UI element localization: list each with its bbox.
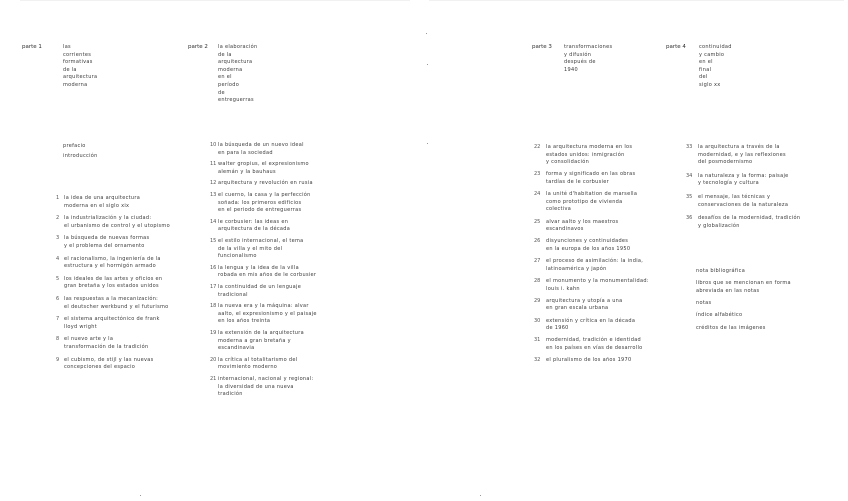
speck xyxy=(140,495,141,496)
part-title: transformaciones y difusión después de 1940 xyxy=(564,44,613,73)
chapter-number: 16 xyxy=(210,264,217,271)
chapter-entry: la lengua y la idea de la villa robada en mis años de le corbusier xyxy=(218,264,317,279)
chapter-number: 27 xyxy=(534,258,541,265)
chapter-entry: el mensaje, las técnicas y conservaciones de la naturaleza xyxy=(698,194,789,208)
chapter-entry: forma y significado en las obras tardías de le corbusier xyxy=(546,171,636,185)
chapter-number: 12 xyxy=(210,180,217,187)
part-label: parte 2 xyxy=(188,44,208,50)
chapter-number: 36 xyxy=(686,215,693,222)
chapter-entry: el nuevo arte y la transformación de la tradición xyxy=(64,336,149,350)
chapter-number: 4 xyxy=(56,255,60,262)
chapter-number: 28 xyxy=(534,278,541,284)
chapter-number: 5 xyxy=(56,275,60,282)
chapter-number: 31 xyxy=(534,337,541,344)
chapter-entry: el cuerno, la casa y la perfección soñada: los primeros edificios en el periodo de entreguerras xyxy=(218,192,311,214)
chapter-number: 19 xyxy=(210,330,217,336)
chapter-number: 6 xyxy=(56,296,60,302)
right-page xyxy=(424,0,848,501)
chapter-entry: el proceso de asimilación: la india, latinoamérica y japón xyxy=(546,258,644,272)
chapter-entry: el estilo internacional, el tema de la villa y el mito del funcionalismo xyxy=(218,238,304,260)
chapter-number: 23 xyxy=(534,171,541,178)
part-title: las corrientes formativas de la arquitectura moderna xyxy=(63,44,98,88)
chapter-entry: extensión y crítica en la década de 1960 xyxy=(546,317,636,332)
chapter-entry: arquitectura y revolución en rusia xyxy=(218,180,313,187)
chapter-number: 9 xyxy=(56,356,60,363)
part-label: parte 1 xyxy=(22,44,42,50)
chapter-number: 11 xyxy=(210,161,217,168)
back-matter-item: créditos de las imágenes xyxy=(696,325,766,331)
speck xyxy=(426,33,427,34)
chapter-entry: la crítica al totalitarismo del movimiento moderno xyxy=(218,356,298,371)
chapter-entry: el sistema arquitectónico de frank lloyd wright xyxy=(64,316,160,330)
chapter-number: 25 xyxy=(534,218,541,225)
chapter-number: 13 xyxy=(210,192,217,198)
part-title: continuidad y cambio en el final del siglo xx xyxy=(699,44,732,88)
chapter-number: 35 xyxy=(686,194,693,200)
chapter-number: 29 xyxy=(534,297,541,304)
chapter-number: 21 xyxy=(210,376,217,382)
chapter-entry: internacional, nacional y regional: la diversidad de una nueva tradición xyxy=(218,376,314,398)
chapter-entry: la unité d'habitation de marsella como prototipo de vivienda colectiva xyxy=(546,191,638,213)
chapter-number: 33 xyxy=(686,144,693,150)
part-label: parte 4 xyxy=(666,44,686,50)
chapter-entry: le corbusier: las ideas en arquitectura de la década xyxy=(218,218,291,233)
chapter-number: 1 xyxy=(56,195,60,201)
back-matter-item: libros que se mencionan en forma abreviada en las notas xyxy=(696,280,791,294)
chapter-entry: modernidad, tradición e identidad en los países en vías de desarrollo xyxy=(546,337,643,351)
chapter-entry: la arquitectura a través de la modernidad, e y las reflexiones del posmodernismo xyxy=(698,144,786,166)
chapter-number: 18 xyxy=(210,303,217,310)
chapter-number: 15 xyxy=(210,238,217,244)
back-matter-item: índice alfabético xyxy=(696,312,743,318)
speck xyxy=(427,64,428,65)
chapter-entry: las respuestas a la mecanización: el deutscher werkbund y el futurismo xyxy=(64,296,169,310)
chapter-entry: la continuidad de un lenguaje tradicional xyxy=(218,284,302,298)
chapter-number: 30 xyxy=(534,317,541,324)
part-title: la elaboración de la arquitectura moderna en el período de entreguerras xyxy=(218,44,258,104)
chapter-entry: arquitectura y utopía a una en gran escala urbana xyxy=(546,297,623,312)
chapter-number: 2 xyxy=(56,215,60,222)
front-matter-item: introducción xyxy=(63,153,98,159)
chapter-number: 34 xyxy=(686,172,693,179)
page-top-edge xyxy=(429,0,844,1)
chapter-number: 20 xyxy=(210,356,217,363)
back-matter-item: nota bibliográfica xyxy=(696,268,746,274)
front-matter-item: prefacio xyxy=(63,143,86,149)
chapter-number: 26 xyxy=(534,238,541,245)
chapter-number: 7 xyxy=(56,316,60,323)
chapter-number: 22 xyxy=(534,144,541,150)
chapter-entry: la naturaleza y la forma: paisaje y tecnología y cultura xyxy=(698,172,789,187)
chapter-number: 14 xyxy=(210,218,217,225)
chapter-number: 10 xyxy=(210,142,217,148)
back-matter-item: notas xyxy=(696,300,712,306)
chapter-entry: la industrialización y la ciudad: el urbanismo de control y el utopismo xyxy=(64,215,170,229)
chapter-entry: walter gropius, el expresionismo alemán y la bauhaus xyxy=(218,161,309,175)
chapter-entry: la búsqueda de un nuevo ideal en para la sociedad xyxy=(218,142,304,156)
chapter-entry: el pluralismo de los años 1970 xyxy=(546,357,632,364)
part-label: parte 3 xyxy=(532,44,552,50)
chapter-entry: la nueva era y la máquina: alvar aalto, el expresionismo y el paisaje en los años treinta xyxy=(218,303,317,325)
chapter-number: 8 xyxy=(56,336,60,343)
chapter-number: 32 xyxy=(534,357,541,364)
chapter-entry: la búsqueda de nuevas formas y el problema del ornamento xyxy=(64,235,150,249)
chapter-entry: el racionalismo, la ingeniería de la estructura y el hormigón armado xyxy=(64,255,161,270)
chapter-entry: disyunciones y continuidades en la europa de los años 1950 xyxy=(546,238,631,252)
chapter-entry: desafíos de la modernidad, tradición y globalización xyxy=(698,215,801,229)
chapter-entry: la extensión de la arquitectura moderna a gran bretaña y escandinavia xyxy=(218,330,304,352)
page-top-edge xyxy=(20,0,410,1)
chapter-entry: los ideales de las artes y oficios en gran bretaña y los estados unidos xyxy=(64,275,163,290)
speck xyxy=(427,143,428,144)
chapter-entry: la arquitectura moderna en los estados unidos: inmigración y consolidación xyxy=(546,144,633,166)
chapter-entry: el cubismo, de stijl y las nuevas concepciones del espacio xyxy=(64,356,154,371)
speck xyxy=(480,495,481,496)
chapter-entry: el monumento y la monumentalidad: louis i. kahn xyxy=(546,278,649,292)
chapter-entry: la idea de una arquitectura moderna en el siglo xix xyxy=(64,195,141,209)
chapter-number: 3 xyxy=(56,235,60,242)
chapter-entry: alvar aalto y los maestros escandinavos xyxy=(546,218,619,233)
chapter-number: 24 xyxy=(534,191,541,198)
chapter-number: 17 xyxy=(210,284,217,290)
